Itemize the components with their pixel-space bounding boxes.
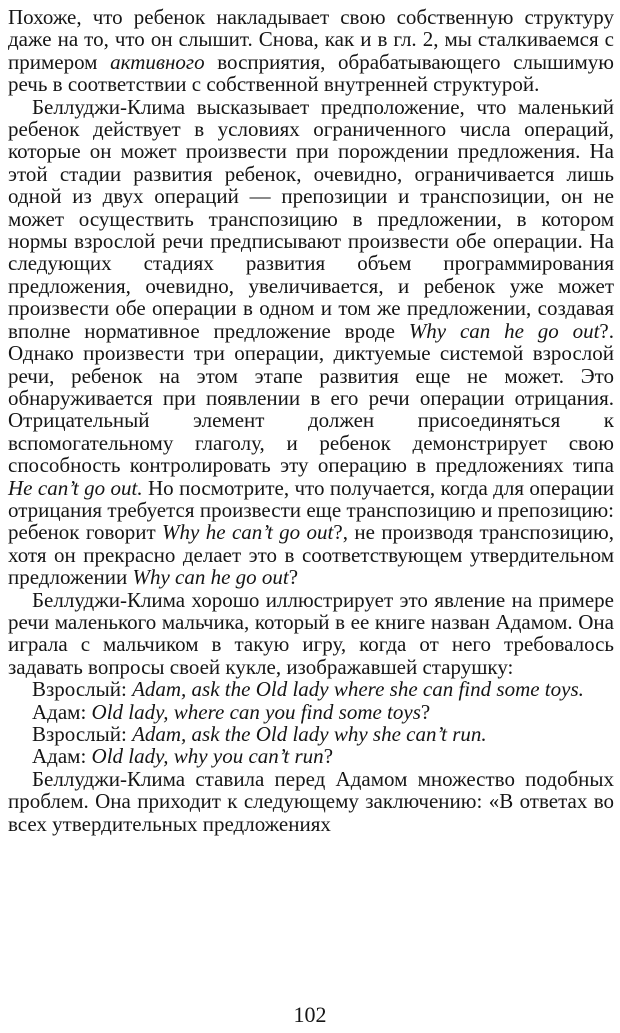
dialog-block — [8, 678, 614, 768]
dialog-line — [8, 701, 614, 723]
dialog-utterance: Adam, ask the Old lady why she can’t run. — [132, 722, 487, 746]
italic-example-text: Why can he go out — [132, 565, 289, 590]
speaker-label: Взрослый: — [32, 722, 133, 746]
paragraph — [8, 96, 614, 589]
paragraph — [8, 589, 614, 679]
paragraph-text: Беллуджи-Клима хорошо иллюстрирует это явление на примере речи маленького мальчика, который в ее книге назван Адамом. Она играла с мальчиком в такую игру, когда от него требовалось задавать вопросы своей кукле, изображавшей старушку: — [8, 587, 614, 679]
paragraph-text: ? — [288, 565, 299, 590]
body-text — [8, 6, 614, 678]
paragraph — [8, 6, 614, 96]
paragraph-text: ?. Однако произвести три операции, диктуемые системой взрослой речи, ребенок на этом этапе развития еще не может. Это обнаруживается при появлении в его речи операции отрицания. Отрицательный элемент должен присоединяться к вспомогательному глаголу, и ребенок демонстрирует свою способность контролировать эту операцию в предложениях типа — [8, 318, 614, 478]
speaker-label: Взрослый: — [32, 677, 133, 702]
paragraph-text: восприятия, обрабатывающего слышимую речь в соответствии с собственной внутренней структурой. — [8, 49, 614, 97]
dialog-utterance: Adam, ask the Old lady where she can find — [132, 677, 492, 702]
speaker-label: Адам: — [32, 744, 92, 769]
question-mark: ? — [420, 699, 431, 724]
dialog-utterance-continued: some toys. — [491, 677, 584, 702]
dialog-line — [8, 745, 614, 767]
paragraph-text: Беллуджи-Клима высказывает предположение, что маленький ребенок действует в условиях ограниченного числа операций, которые он может произвести при порождении предложения. На этой стадии развития ребенок, очевидно, ограничивается лишь одной из двух операций — препозиции и транспозиции, он не может осуществить транспозицию в предложении, в котором нормы взрослой речи предписывают произвести обе операции. На следующих стадиях развития объем программирования предложения, очевидно, увеличивается, и ребенок уже может произвести обе операции в одном и том же предложении, создавая вполне нормативное предложение вроде — [8, 94, 614, 343]
paragraph-text: Но посмотрите, что получается, когда для операции отрицания требуется произвести еще транспозицию и препозицию: ребенок говорит — [8, 475, 614, 545]
page-number: 102 — [293, 1002, 327, 1027]
italic-example-text: He can’t go out. — [8, 475, 143, 500]
dialog-line — [8, 678, 614, 700]
paragraph-text: ?, не производя транспозицию, хотя он прекрасно делает это в соответствующем утвердительном предложении — [8, 520, 614, 590]
speaker-label: Адам: — [32, 699, 92, 724]
italic-example-text: Why he can’t go out — [162, 520, 334, 545]
question-mark: ? — [323, 744, 334, 769]
dialog-utterance: Old lady, where can you find some toys — [91, 699, 421, 724]
dialog-utterance: Old lady, why you can’t run — [91, 744, 324, 769]
closing-paragraph: Беллуджи-Клима ставила перед Адамом множество подобных проблем. Она приходит к следующему заключению: «В ответах во всех утвердительных предложениях — [8, 766, 614, 836]
italic-example-text: активного — [110, 49, 205, 74]
paragraph-text: Похоже, что ребенок накладывает свою собственную структуру даже на то, что он слышит. Снова, как и в гл. 2, мы сталкиваемся с примером — [8, 5, 614, 74]
dialog-line — [8, 723, 614, 745]
italic-example-text: Why can he go out — [408, 318, 600, 343]
